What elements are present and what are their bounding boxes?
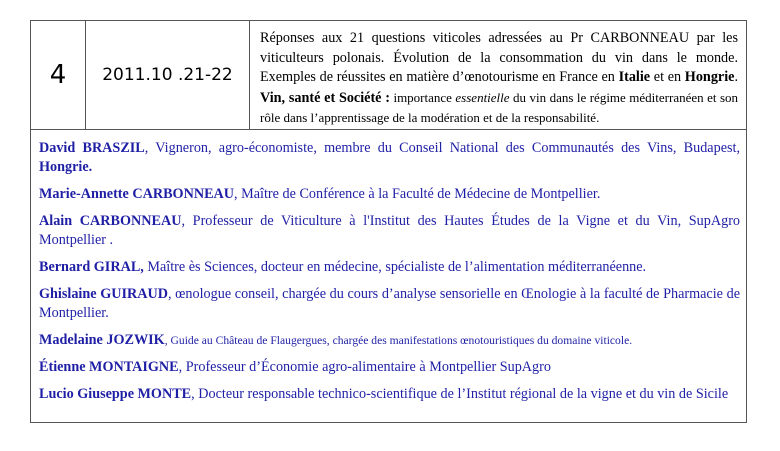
desc-hongrie: Hongrie: [684, 69, 735, 85]
desc-text-5: du vin dans le régime méditerranéen et son rôle dans l’apprentissage de la modération et de la responsabilité.: [260, 89, 739, 125]
desc-text-2: et en: [650, 69, 685, 85]
speaker-desc: , Guide au Château de Flaugergues, chargée des manifestations œnotouristiques du domaine viticole.: [164, 334, 633, 347]
speaker-name: Madelaine JOZWIK: [39, 332, 165, 348]
speaker-ma-carbonneau: [39, 185, 740, 204]
speaker-name: Marie-Annette CARBONNEAU: [39, 186, 235, 202]
session-description: [250, 21, 746, 129]
speaker-country: Hongrie.: [39, 159, 93, 175]
program-table: [30, 20, 747, 423]
speaker-desc: , Professeur de Viticulture à l'Institut des Hautes Études de la Vigne et du Vin, SupAgro Montpellier .: [39, 213, 741, 248]
speaker-desc: , œnologue conseil, chargée du cours d’analyse sensorielle en Œnologie à la faculté de Pharmacie de Montpellier.: [39, 286, 740, 321]
speaker-name: Lucio Giuseppe MONTE: [39, 386, 192, 402]
speaker-desc: , Docteur responsable technico-scientifique de l’Institut régional de la vigne et du vin de Sicile: [191, 386, 729, 402]
speaker-guiraud: [39, 285, 740, 323]
speaker-braszil: [39, 139, 740, 177]
speaker-a-carbonneau: [39, 212, 740, 250]
desc-essentielle: essentielle: [455, 89, 510, 105]
session-date: 2011.10 .21-22: [86, 21, 250, 129]
speaker-name: David BRASZIL: [39, 140, 145, 156]
desc-text-4: importance: [389, 89, 456, 105]
speaker-montaigne: [39, 358, 740, 377]
speaker-desc: , Maître de Conférence à la Faculté de Médecine de Montpellier.: [234, 186, 601, 202]
speaker-name: Ghislaine GUIRAUD: [39, 286, 168, 302]
speaker-desc: Maître ès Sciences, docteur en médecine, spécialiste de l’alimentation méditerranéenne.: [143, 259, 647, 275]
desc-text-3: .: [734, 69, 738, 85]
desc-text-1: Réponses aux 21 questions viticoles adressées au Pr CARBONNEAU par les viticulteurs polonais. Évolution de la consommation du vin dans le monde. Exemples de réussites en matière d’œnotourisme en France en: [260, 30, 738, 85]
desc-vin-sante: Vin, santé et Société :: [260, 89, 390, 106]
speaker-name: Bernard GIRAL,: [39, 259, 144, 275]
speakers-list: [39, 139, 740, 412]
speaker-monte: [39, 385, 740, 404]
session-row: [31, 21, 746, 130]
desc-italie: Italie: [618, 69, 651, 85]
speaker-giral: [39, 258, 740, 277]
speaker-jozwik: [39, 331, 740, 350]
speaker-name: Alain CARBONNEAU: [39, 213, 182, 229]
speaker-desc: , Professeur d’Économie agro-alimentaire à Montpellier SupAgro: [178, 359, 551, 375]
session-number: 4: [31, 21, 86, 129]
speaker-desc: , Vigneron, agro-économiste, membre du Conseil National des Communautés des Vins, Budapest,: [144, 140, 741, 156]
speaker-name: Étienne MONTAIGNE: [39, 359, 179, 375]
